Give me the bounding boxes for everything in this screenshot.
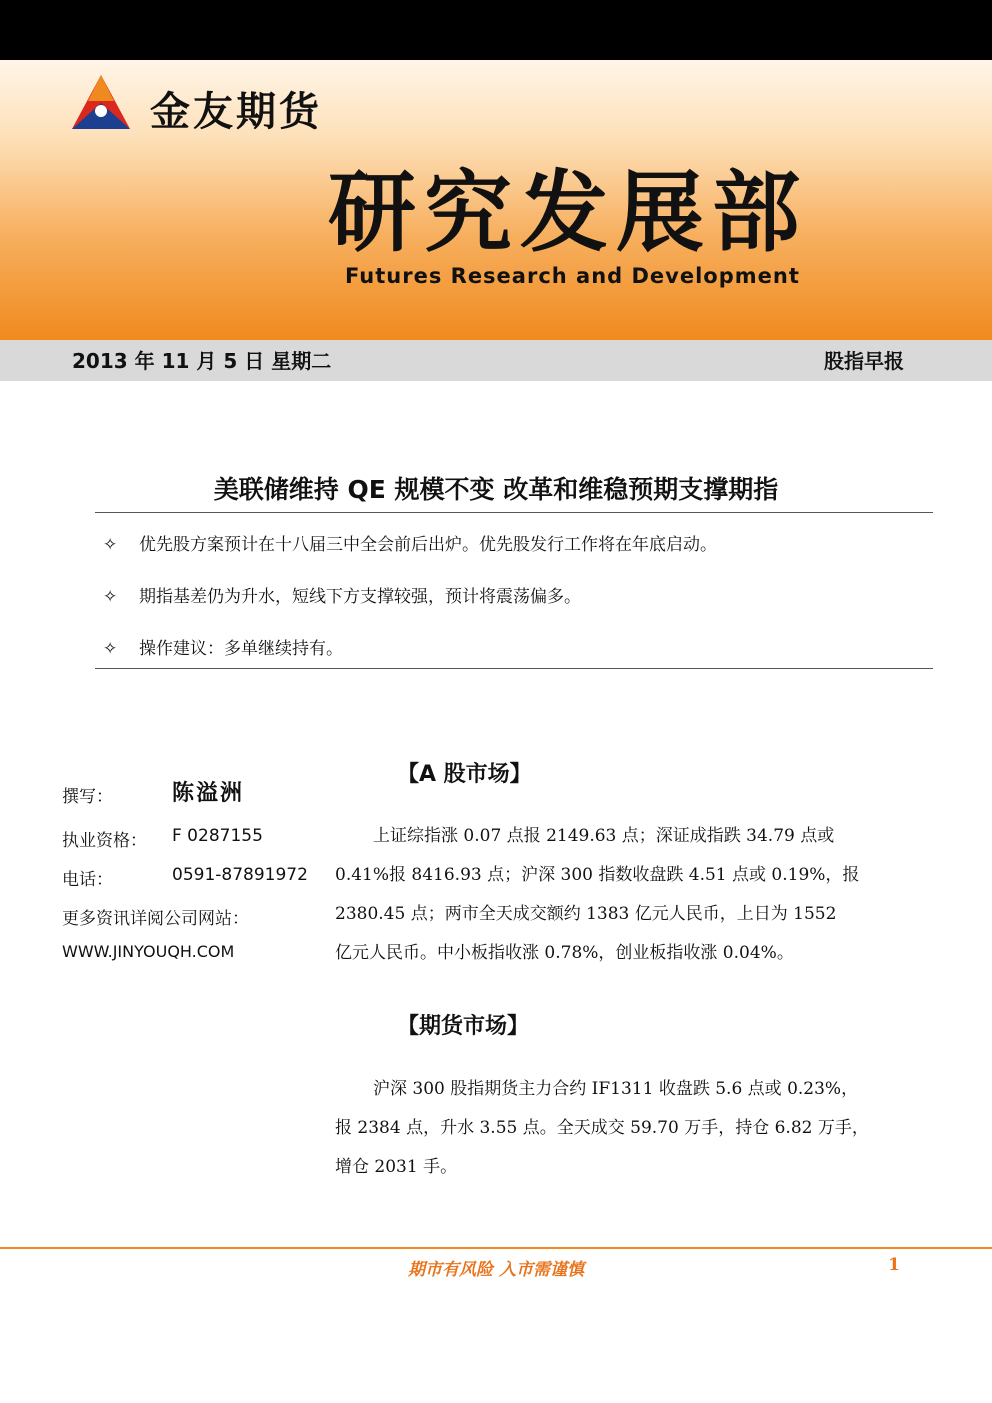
summary-bullet <box>103 530 717 555</box>
paragraph-line: 0.41%报 8416.93 点；沪深 300 指数收盘跌 4.51 点或 0.19%，报 <box>335 865 860 885</box>
divider-top <box>95 512 933 513</box>
paragraph-line: 2380.45 点；两市全天成交额约 1383 亿元人民币，上日为 1552 <box>335 904 837 924</box>
more-info-text: 更多资讯详阅公司网站： <box>62 909 249 929</box>
paragraph-line: 增仓 2031 手。 <box>335 1157 458 1177</box>
paragraph-line: 亿元人民币。中小板指收涨 0.78%，创业板指收涨 0.04%。 <box>335 943 794 963</box>
website-link[interactable]: WWW.JINYOUQH.COM <box>62 942 235 961</box>
company-logo-icon <box>70 73 132 131</box>
phone-label: 电话： <box>62 870 113 890</box>
headline: 美联储维持 QE 规模不变 改革和维稳预期支撑期指 <box>213 475 779 504</box>
divider-bottom <box>95 668 933 669</box>
author-name: 陈溢洲 <box>172 781 245 806</box>
author-label: 撰写： <box>62 787 113 807</box>
bullet-text: 优先股方案预计在十八届三中全会前后出炉。优先股发行工作将在年底启动。 <box>139 535 717 555</box>
a-share-section-title: 【A 股市场】 <box>397 762 532 787</box>
futures-paragraph <box>335 1070 900 1187</box>
license-row <box>62 826 263 851</box>
top-black-bar <box>0 0 992 60</box>
bullet-text: 操作建议：多单继续持有。 <box>139 639 343 659</box>
diamond-bullet-icon: ✧ <box>103 587 118 607</box>
page-number: 1 <box>888 1255 900 1275</box>
summary-bullet <box>103 582 581 607</box>
company-name: 金友期货 <box>150 89 322 135</box>
footer-divider <box>0 1247 992 1249</box>
paragraph-line: 上证综指涨 0.07 点报 2149.63 点；深证成指跌 34.79 点或 <box>373 826 835 846</box>
department-title-en: Futures Research and Development <box>345 264 800 288</box>
a-share-paragraph <box>335 817 900 973</box>
footer-risk-warning: 期市有风险 入市需谨慎 <box>408 1260 584 1280</box>
paragraph-line: 沪深 300 股指期货主力合约 IF1311 收盘跌 5.6 点或 0.23%， <box>373 1079 859 1099</box>
paragraph-line: 报 2384 点，升水 3.55 点。全天成交 59.70 万手，持仓 6.82 万手， <box>335 1118 869 1138</box>
phone-value: 0591-87891972 <box>172 865 308 885</box>
department-title: 研究发展部 <box>328 160 809 264</box>
bullet-text: 期指基差仍为升水，短线下方支撑较强，预计将震荡偏多。 <box>139 587 581 607</box>
license-label: 执业资格： <box>62 831 147 851</box>
report-type: 股指早报 <box>824 349 904 373</box>
license-value: F 0287155 <box>172 826 263 846</box>
phone-row <box>62 865 308 890</box>
futures-section-title: 【期货市场】 <box>397 1014 530 1039</box>
diamond-bullet-icon: ✧ <box>103 535 118 555</box>
report-date: 2013 年 11 月 5 日 星期二 <box>72 349 332 373</box>
summary-bullet <box>103 634 343 659</box>
diamond-bullet-icon: ✧ <box>103 639 118 659</box>
